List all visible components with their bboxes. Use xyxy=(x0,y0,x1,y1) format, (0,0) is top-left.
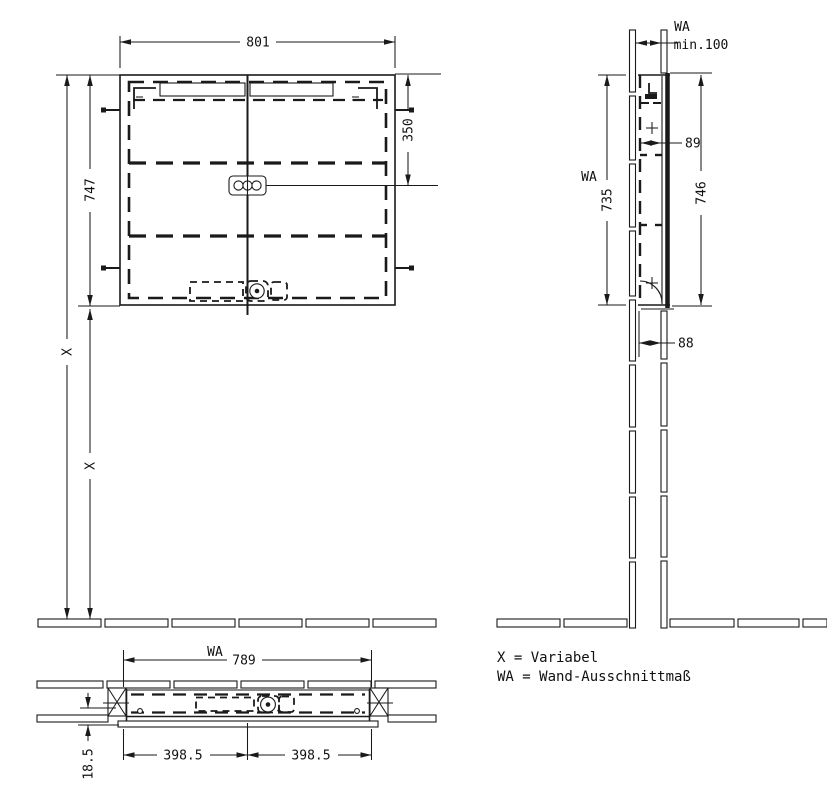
side-cabinet-section xyxy=(638,73,674,309)
plan-cabinet xyxy=(118,689,378,727)
floor-front xyxy=(38,619,436,627)
dim-plan-width-label: 789 xyxy=(232,653,256,669)
dim-half-left-label: 398.5 xyxy=(163,748,203,764)
dim-variable-top-label: X xyxy=(60,348,76,356)
center-mark-bottom xyxy=(646,277,658,289)
corner-bracket-right xyxy=(358,88,377,109)
wall-cut-hatch-left xyxy=(103,688,129,716)
wall-strip-left xyxy=(630,30,636,628)
dim-front-width-label: 801 xyxy=(246,35,270,51)
mounting-bracket-base xyxy=(645,94,657,99)
center-mark-top xyxy=(646,122,658,134)
dim-min-clearance-label: min.100 xyxy=(673,38,729,53)
fixing-hole-right xyxy=(355,709,360,714)
dim-variable-top xyxy=(61,75,76,619)
dim-inner-depth-label: 89 xyxy=(685,136,701,152)
dim-cutout-height xyxy=(581,75,626,305)
legend-wa: WA = Wand-Ausschnittmaß xyxy=(497,669,691,685)
dim-cutout-height-label: 735 xyxy=(600,188,616,212)
dim-wa-left-label: WA xyxy=(581,170,597,185)
dim-socket-height xyxy=(395,74,441,186)
dim-cabinet-height-label: 746 xyxy=(694,181,710,205)
cable-arc xyxy=(640,281,662,303)
dim-front-offset-label: 18.5 xyxy=(81,748,97,780)
dim-recess-depth-label: 88 xyxy=(678,336,694,352)
dim-cabinet-height xyxy=(670,73,712,306)
dim-inner-depth xyxy=(641,137,701,152)
plan-wall-back xyxy=(37,681,436,688)
dim-wa-top-label: WA xyxy=(674,20,690,35)
dim-half-right-label: 398.5 xyxy=(291,748,331,764)
dim-front-height-label: 747 xyxy=(83,178,99,202)
side-view xyxy=(497,20,827,628)
fixing-hole-left xyxy=(138,709,143,714)
front-view xyxy=(38,36,441,628)
dim-plan-wa-label: WA xyxy=(207,645,223,660)
dim-variable-bottom-label: X xyxy=(83,462,99,470)
dim-half-widths xyxy=(124,723,372,764)
dim-front-width xyxy=(120,36,395,69)
dim-variable-bottom xyxy=(84,309,99,619)
corner-bracket-left xyxy=(134,88,156,109)
legend-variable: X = Variabel xyxy=(497,650,599,666)
dim-wall-thickness xyxy=(636,20,728,53)
wall-cut-hatch-right xyxy=(367,688,393,716)
plan-junction-box-symbol xyxy=(196,696,294,713)
legend xyxy=(497,650,691,685)
mounting-bracket-icon xyxy=(649,83,657,93)
plan-view xyxy=(37,645,436,780)
dim-socket-height-label: 350 xyxy=(401,118,417,142)
